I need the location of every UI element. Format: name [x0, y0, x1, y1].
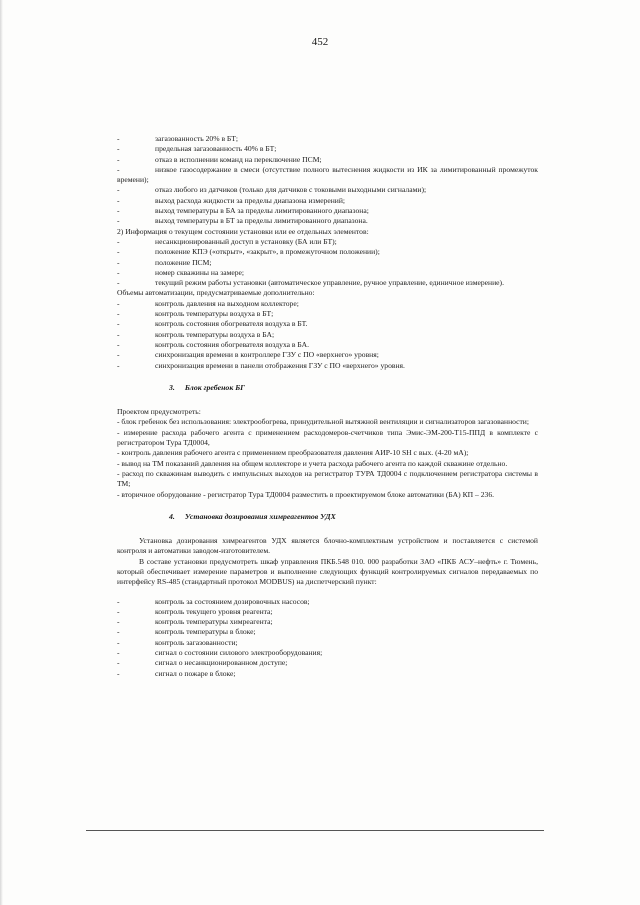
list-item: - контроль давления на выходном коллекторе;	[117, 298, 299, 308]
section-4-paragraph: Установка дозирования химреагентов УДХ является блочно-комплектным устройством и поставляется с системой контроля и автоматики заводом-изготовителем.	[117, 536, 538, 556]
list-item: - синхронизация времени в панели отображения ГЗУ с ПО «верхнего» уровня.	[117, 360, 405, 370]
footer-rule	[86, 830, 544, 831]
section-3-intro: Проектом предусмотреть:	[117, 407, 201, 417]
list-item: - текущий режим работы установки (автоматическое управление, ручное управление, единичное измерение).	[117, 278, 504, 288]
list-item: - контроль температуры воздуха в БТ;	[117, 309, 274, 319]
list-item: - выход температуры в БА за пределы лимитированного диапазона;	[117, 206, 369, 216]
list-item: - контроль состояния обогревателя воздуха в БТ.	[117, 319, 308, 329]
page-number: 452	[311, 36, 329, 48]
list-item: - сигнал о пожаре в блоке;	[117, 668, 236, 678]
list-item: - выход температуры в БТ за пределы лимитированного диапазона.	[117, 216, 368, 226]
list-item: - контроль состояния обогревателя воздуха в БА.	[117, 339, 310, 349]
info-heading: 2) Информация о текущем состоянии установки или ее отдельных элементов:	[117, 226, 369, 236]
section-3-paragraph: - блок гребенок без использования: электрообогрева, принудительной вытяжной вентиляции и сигнализаторов загазованности;	[117, 417, 529, 427]
section-3-paragraph: - вторичное оборудование - регистратор Тура ТД0004 разместить в проектируемом блоке автоматики (БА) КП – 236.	[117, 489, 495, 499]
section-4-paragraph: В составе установки предусмотреть шкаф управления ПКБ.548 010. 000 разработки ЗАО «ПКБ АСУ–нефть» г. Тюмень, который обеспечивает измерение параметров и выполнение следующих функций контролируемых сигналов передаваемых по интерфейсу RS-485 (стандартный протокол MODBUS) на диспетчерский пункт:	[117, 556, 538, 587]
extra-heading: Объемы автоматизации, предусматриваемые дополнительно:	[117, 288, 315, 298]
list-item: - положение КПЭ («открыт», «закрыт», в промежуточном положении);	[117, 247, 380, 257]
list-item: - контроль за состоянием дозировочных насосов;	[117, 596, 310, 606]
list-item: - загазованность 20% в БТ;	[117, 134, 238, 143]
list-item: - низкое газосодержание в смеси (отсутствие полного вытеснения жидкости из ИК за лимитированный промежуток времени);	[117, 164, 538, 185]
document-body	[117, 134, 538, 679]
section-4-heading: 4. Установка дозирования химреагентов УДХ	[169, 511, 336, 521]
list-item: - номер скважины на замере;	[117, 267, 245, 277]
list-item: - сигнал о несанкционированном доступе;	[117, 658, 288, 668]
list-item: - контроль загазованности;	[117, 637, 238, 647]
list-item: - контроль текущего уровня реагента;	[117, 606, 273, 616]
scan-edge	[0, 0, 3, 905]
list-item: - контроль температуры воздуха в БА;	[117, 329, 275, 339]
list-item: - отказ в исполнении команд на переключение ПСМ;	[117, 154, 322, 164]
list-item: - выход расхода жидкости за пределы диапазона измерений;	[117, 195, 346, 205]
list-item: - несанкционированный доступ в установку (БА или БТ);	[117, 236, 337, 246]
section-3-heading: 3. Блок гребенок БГ	[169, 382, 245, 392]
section-3-paragraph: - расход по скважинам выводить с импульсных выходов на регистратор ТУРА ТД0004 с подключением регистратора системы в ТМ;	[117, 468, 538, 489]
list-item: - положение ПСМ;	[117, 257, 212, 267]
list-item: - предельная загазованность 40% в БТ;	[117, 144, 277, 154]
list-item: - отказ любого из датчиков (только для датчиков с токовыми выходными сигналами);	[117, 185, 427, 195]
list-item: - сигнал о состоянии силового электрооборудования;	[117, 648, 323, 658]
section-3-paragraph: - измерение расхода рабочего агента с применением расходомеров-счетчиков типа Эмис-ЭМ-200-Т15-ППД в комплекте с регистратором Тура ТД0004,	[117, 427, 538, 448]
section-3-paragraph: - вывод на ТМ показаний давления на общем коллекторе и учета расхода рабочего агента по каждой скважине отдельно.	[117, 458, 508, 468]
list-item: - синхронизация времени в контроллере ГЗУ с ПО «верхнего» уровня;	[117, 350, 379, 360]
section-3-paragraph: - контроль давления рабочего агента с применением преобразователя давления АИР-10 SH с вых. (4-20 мА);	[117, 448, 469, 458]
list-item: - контроль температуры в блоке;	[117, 627, 256, 637]
list-item: - контроль температуры химреагента;	[117, 617, 273, 627]
